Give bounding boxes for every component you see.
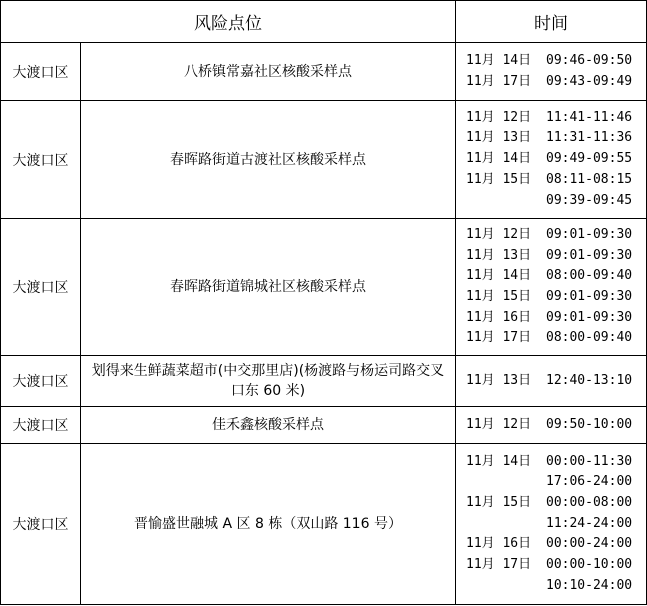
time-entry-date: 11月 13日 xyxy=(466,247,532,263)
time-entry-range: 09:39-09:45 xyxy=(546,192,633,208)
place-cell: 佳禾鑫核酸采样点 xyxy=(81,407,456,444)
time-entry xyxy=(466,534,646,555)
time-entry-date: 11月 14日 xyxy=(466,268,532,284)
time-entry xyxy=(466,514,646,535)
header-place: 风险点位 xyxy=(1,1,456,43)
time-entry-range: 09:01-09:30 xyxy=(546,309,633,325)
time-entry xyxy=(466,493,646,514)
time-entry xyxy=(466,555,646,576)
time-entry-date: 11月 16日 xyxy=(466,309,532,325)
time-entry-date: 11月 15日 xyxy=(466,289,532,304)
time-cell xyxy=(456,356,647,407)
time-entry xyxy=(466,472,646,493)
time-entry xyxy=(466,128,646,149)
time-entry xyxy=(466,170,646,191)
time-entry-date: 11月 16日 xyxy=(466,536,532,552)
table-body xyxy=(1,43,647,605)
time-entry xyxy=(466,371,646,392)
time-entry-range: 09:01-09:30 xyxy=(546,226,633,242)
time-entry-date: 11月 17日 xyxy=(466,330,532,346)
time-entry-range: 10:10-24:00 xyxy=(546,577,633,593)
district-cell: 大渡口区 xyxy=(1,43,81,101)
time-entry xyxy=(466,246,646,267)
time-entry-date: 11月 14日 xyxy=(466,151,532,167)
time-entry-date: 11月 12日 xyxy=(466,109,532,125)
time-entry xyxy=(466,328,646,349)
time-entry-range: 11:31-11:36 xyxy=(546,130,633,146)
place-cell: 晋愉盛世融城 A 区 8 栋（双山路 116 号） xyxy=(81,444,456,605)
time-entry-range: 09:01-09:30 xyxy=(546,289,633,304)
time-entry-range: 08:00-09:40 xyxy=(546,268,633,284)
time-entry xyxy=(466,308,646,329)
time-entry-date xyxy=(466,514,546,535)
time-cell xyxy=(456,219,647,356)
time-entry-range: 09:49-09:55 xyxy=(546,151,633,167)
time-entry-date xyxy=(466,472,546,493)
time-entry-range: 11:24-24:00 xyxy=(546,515,633,531)
time-entry xyxy=(466,191,646,212)
time-entry-range: 08:11-08:15 xyxy=(546,171,633,187)
district-cell: 大渡口区 xyxy=(1,219,81,356)
time-entry xyxy=(466,452,646,473)
time-entry-date: 11月 13日 xyxy=(466,130,532,146)
time-entry-date: 11月 12日 xyxy=(466,226,532,242)
place-cell: 春晖路街道锦城社区核酸采样点 xyxy=(81,219,456,356)
time-entry-date xyxy=(466,191,546,212)
time-entry-range: 09:43-09:49 xyxy=(546,73,633,89)
time-entry-date: 11月 14日 xyxy=(466,52,532,68)
place-cell: 春晖路街道古渡社区核酸采样点 xyxy=(81,101,456,219)
time-entry-range: 09:01-09:30 xyxy=(546,247,633,263)
district-cell: 大渡口区 xyxy=(1,356,81,407)
time-entry-range: 17:06-24:00 xyxy=(546,474,633,490)
time-cell xyxy=(456,43,647,101)
table-header-row xyxy=(1,1,647,43)
time-entry-range: 09:50-10:00 xyxy=(546,416,633,432)
time-entry-range: 12:40-13:10 xyxy=(546,372,633,388)
time-entry-date: 11月 12日 xyxy=(466,416,532,432)
district-cell: 大渡口区 xyxy=(1,407,81,444)
time-cell xyxy=(456,407,647,444)
table-row xyxy=(1,43,647,101)
table-row xyxy=(1,356,647,407)
district-cell: 大渡口区 xyxy=(1,101,81,219)
time-entry xyxy=(466,225,646,246)
place-cell: 八桥镇常嘉社区核酸采样点 xyxy=(81,43,456,101)
time-entry-date: 11月 14日 xyxy=(466,453,532,469)
time-entry-range: 00:00-24:00 xyxy=(546,536,633,552)
time-cell xyxy=(456,444,647,605)
table-row xyxy=(1,219,647,356)
table-row xyxy=(1,444,647,605)
time-entry-range: 09:46-09:50 xyxy=(546,52,633,68)
time-entry-date: 11月 15日 xyxy=(466,171,532,187)
time-entry-date: 11月 17日 xyxy=(466,557,532,573)
time-entry-range: 00:00-11:30 xyxy=(546,453,633,469)
time-entry-range: 08:00-09:40 xyxy=(546,330,633,346)
place-cell: 划得来生鲜蔬菜超市(中交那里店)(杨渡路与杨运司路交叉口东 60 米) xyxy=(81,356,456,407)
time-entry xyxy=(466,108,646,129)
time-entry-range: 11:41-11:46 xyxy=(546,109,633,125)
header-time: 时间 xyxy=(456,1,647,43)
table-row xyxy=(1,407,647,444)
time-entry xyxy=(466,266,646,287)
district-cell: 大渡口区 xyxy=(1,444,81,605)
time-entry-date: 11月 17日 xyxy=(466,73,532,89)
time-entry-range: 00:00-08:00 xyxy=(546,494,633,510)
table-row xyxy=(1,101,647,219)
time-entry xyxy=(466,415,646,436)
time-entry-range: 00:00-10:00 xyxy=(546,557,633,573)
time-entry xyxy=(466,287,646,308)
time-entry xyxy=(466,72,646,93)
time-entry-date: 11月 15日 xyxy=(466,494,532,510)
time-entry-date xyxy=(466,576,546,597)
time-cell xyxy=(456,101,647,219)
time-entry xyxy=(466,149,646,170)
time-entry-date: 11月 13日 xyxy=(466,372,532,388)
time-entry xyxy=(466,576,646,597)
time-entry xyxy=(466,51,646,72)
